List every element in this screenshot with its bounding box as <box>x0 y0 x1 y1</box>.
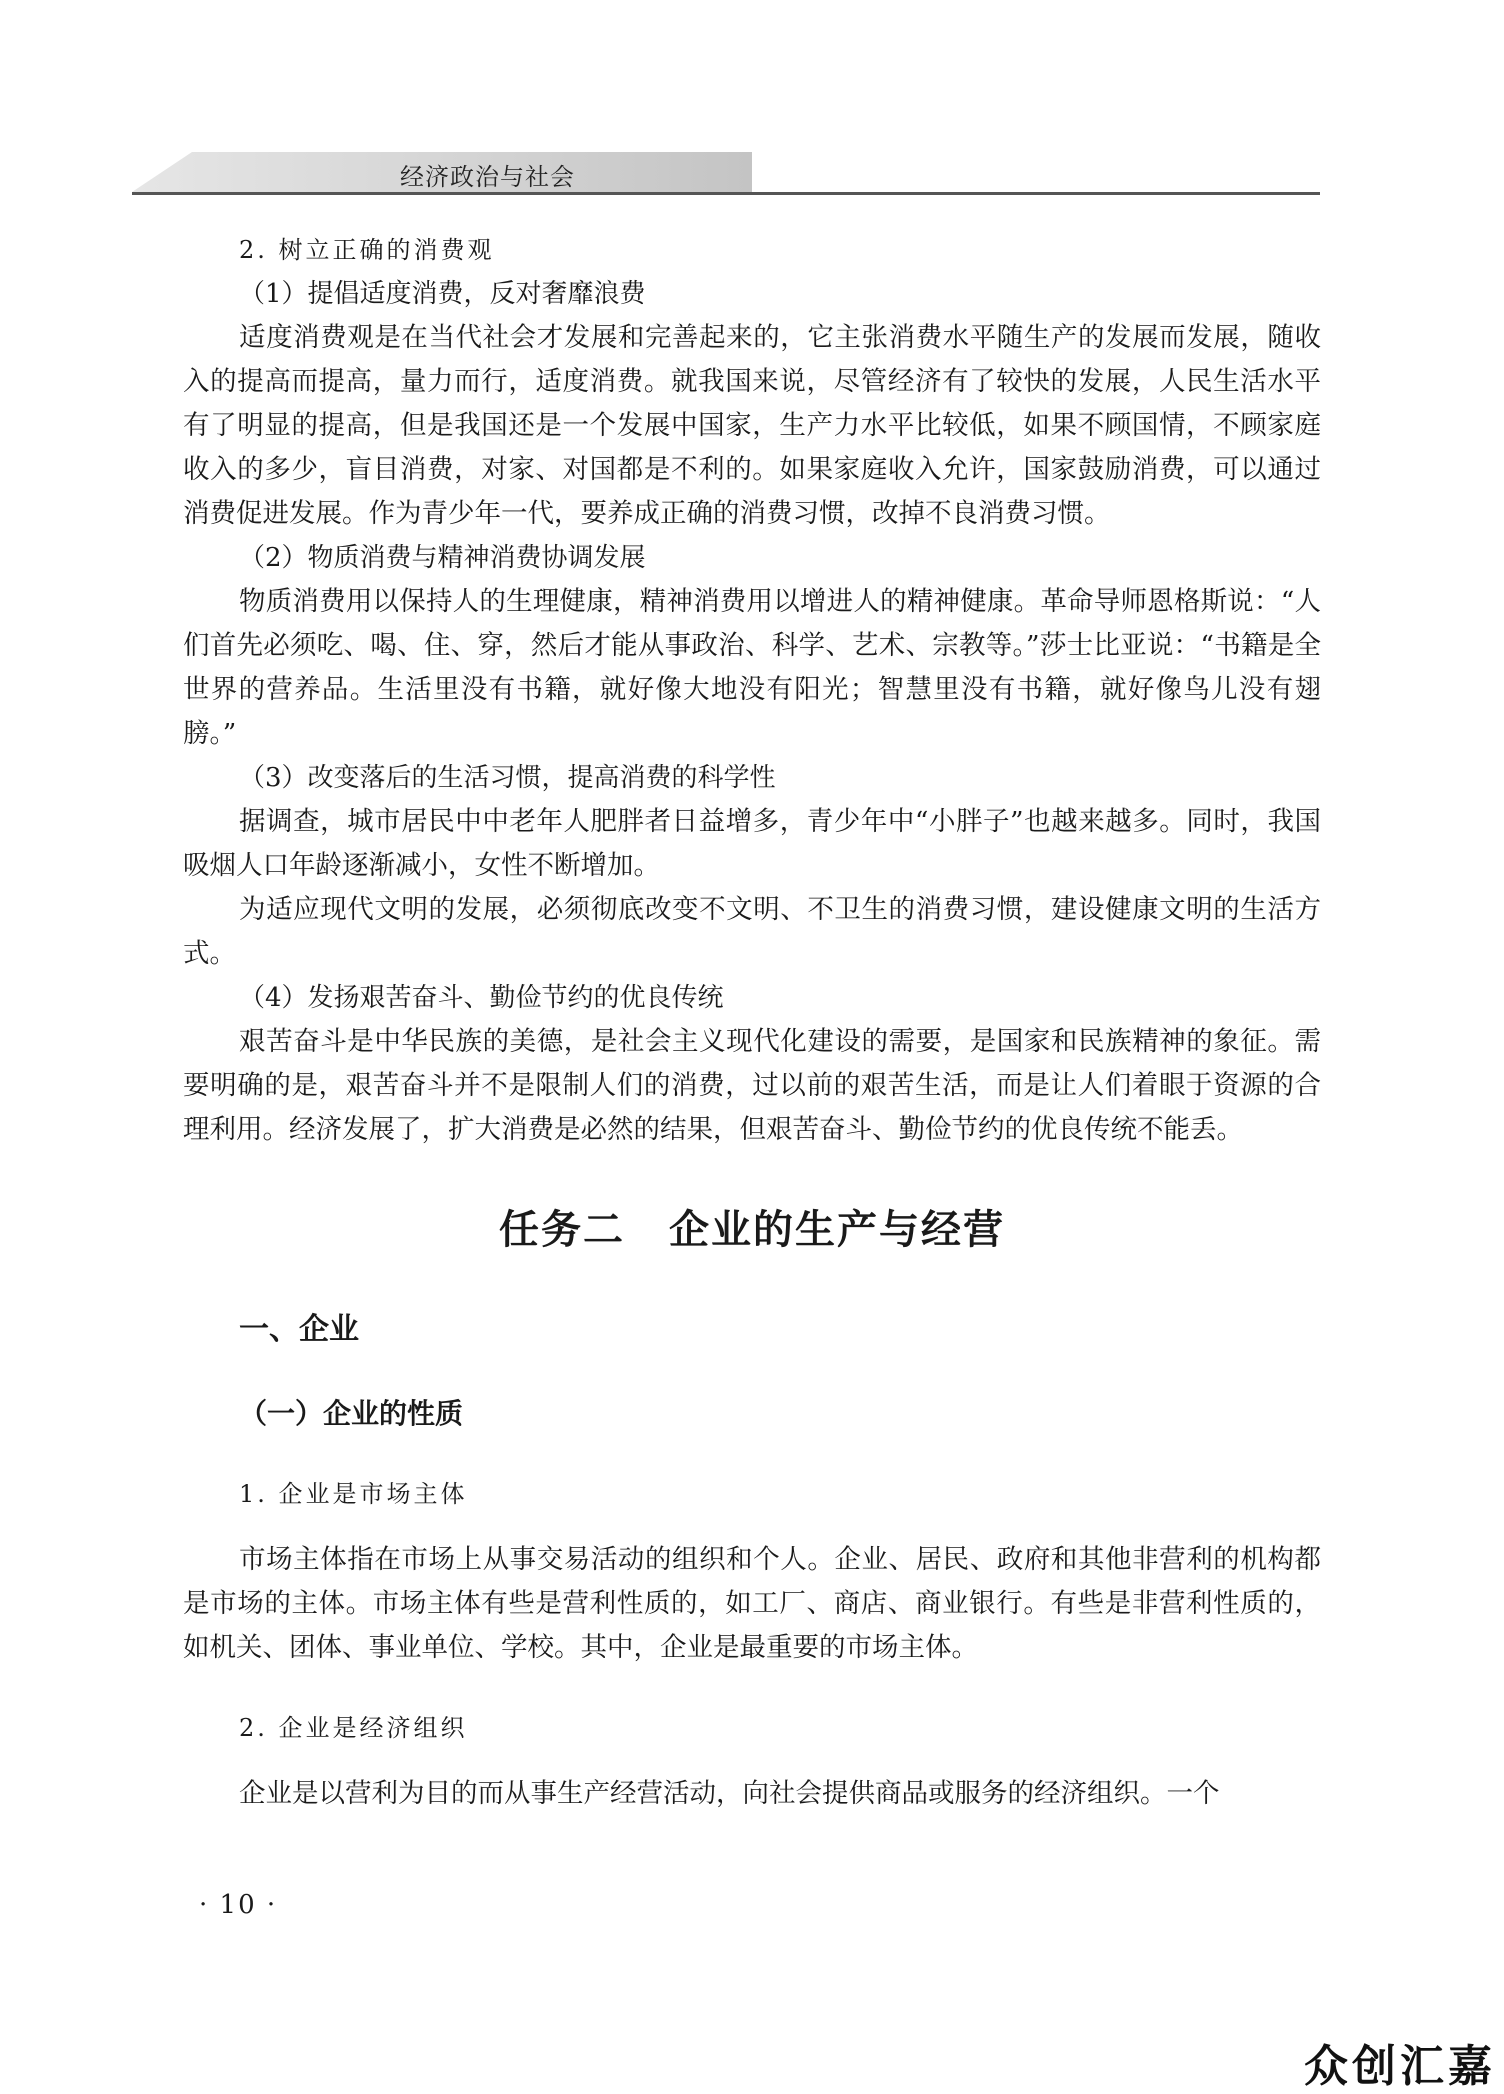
page-number: · 10 · <box>199 1890 278 1920</box>
paragraph: 艰苦奋斗是中华民族的美德，是社会主义现代化建设的需要，是国家和民族精神的象征。需要明确的是，艰苦奋斗并不是限制人们的消费，过以前的艰苦生活，而是让人们着眼于资源的合理利用。经济发展了，扩大消费是必然的结果，但艰苦奋斗、勤俭节约的优良传统不能丢。 <box>183 1026 1321 1145</box>
running-header <box>132 152 1320 194</box>
task-name: 企业的生产与经营 <box>669 1207 1005 1253</box>
point-title-1: 1. 企业是市场主体 <box>239 1480 468 1508</box>
paragraph: 市场主体指在市场上从事交易活动的组织和个人。企业、居民、政府和其他非营利的机构都是市场的主体。市场主体有些是营利性质的，如工厂、商店、商业银行。有些是非营利性质的，如机关、团体、事业单位、学校。其中，企业是最重要的市场主体。 <box>183 1544 1321 1663</box>
page-body <box>183 228 1321 1816</box>
paragraph: 企业是以营利为目的而从事生产经营活动，向社会提供商品或服务的经济组织。一个 <box>239 1778 1220 1809</box>
paragraph: 为适应现代文明的发展，必须彻底改变不文明、不卫生的消费习惯，建设健康文明的生活方式。 <box>183 894 1321 969</box>
item-label-2: （2）物质消费与精神消费协调发展 <box>239 543 646 573</box>
task-title <box>183 1202 1321 1258</box>
paragraph: 物质消费用以保持人的生理健康，精神消费用以增进人的精神健康。革命导师恩格斯说：“人们首先必须吃、喝、住、穿，然后才能从事政治、科学、艺术、宗教等。”莎士比亚说：“书籍是全世界的营养品。生活里没有书籍，就好像大地没有阳光；智慧里没有书籍，就好像鸟儿没有翅膀。” <box>183 586 1321 749</box>
item-label-1: （1）提倡适度消费，反对奢靡浪费 <box>239 279 646 309</box>
part-heading: 一、企业 <box>239 1312 359 1347</box>
subheading-consumption-view: 2. 树立正确的消费观 <box>239 236 495 264</box>
part-subheading: （一）企业的性质 <box>239 1397 464 1430</box>
item-label-3: （3）改变落后的生活习惯，提高消费的科学性 <box>239 763 776 793</box>
point-title-2: 2. 企业是经济组织 <box>239 1714 468 1742</box>
task-number: 任务二 <box>499 1207 625 1253</box>
item-label-4: （4）发扬艰苦奋斗、勤俭节约的优良传统 <box>239 983 724 1013</box>
paragraph: 据调查，城市居民中中老年人肥胖者日益增多，青少年中“小胖子”也越来越多。同时，我国吸烟人口年龄逐渐减小，女性不断增加。 <box>183 806 1321 881</box>
header-title: 经济政治与社会 <box>400 163 575 191</box>
paragraph: 适度消费观是在当代社会才发展和完善起来的，它主张消费水平随生产的发展而发展，随收入的提高而提高，量力而行，适度消费。就我国来说，尽管经济有了较快的发展，人民生活水平有了明显的提高，但是我国还是一个发展中国家，生产力水平比较低，如果不顾国情，不顾家庭收入的多少，盲目消费，对家、对国都是不利的。如果家庭收入允许，国家鼓励消费，可以通过消费促进发展。作为青少年一代，要养成正确的消费习惯，改掉不良消费习惯。 <box>183 322 1321 529</box>
watermark-logo: 众创汇嘉 <box>1304 2041 1496 2092</box>
header-rule <box>132 192 1320 195</box>
